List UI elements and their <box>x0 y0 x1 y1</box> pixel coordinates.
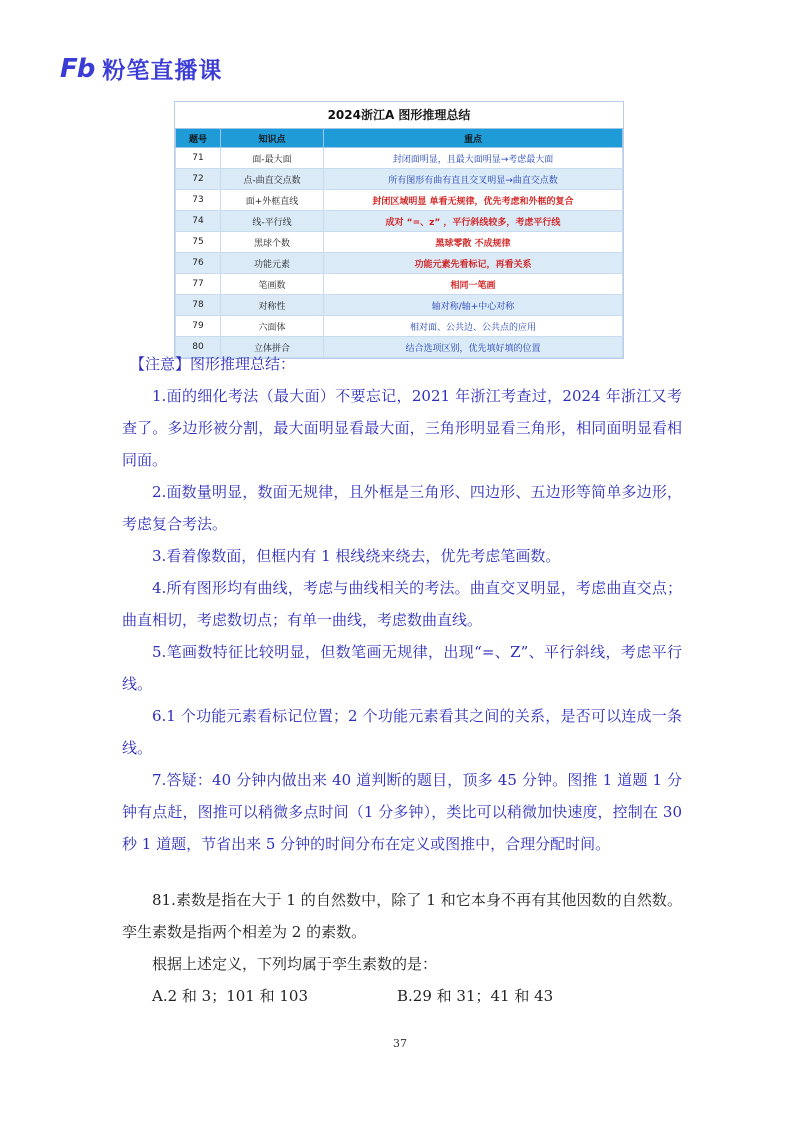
header-topic: 知识点 <box>221 129 324 148</box>
summary-table-image <box>174 101 624 359</box>
table-cell-key: 结合选项区别，优先填好填的位置 <box>324 337 623 358</box>
table-cell-topic: 黑球个数 <box>221 232 324 253</box>
table-title: 2024浙江A 图形推理总结 <box>327 108 471 122</box>
question-81 <box>122 884 682 1012</box>
table-cell-key: 成对 “=、z” ，平行斜线较多，考虑平行线 <box>324 211 623 232</box>
table-row <box>176 274 623 295</box>
table-cell-topic: 功能元素 <box>221 253 324 274</box>
note-section <box>122 348 682 860</box>
table-cell-key: 封闭面明显，且最大面明显→考虑最大面 <box>324 148 623 169</box>
question-options <box>122 980 682 1012</box>
table-cell-topic: 面+外框直线 <box>221 190 324 211</box>
question-prompt: 根据上述定义，下列均属于孪生素数的是： <box>152 955 438 973</box>
table-cell-key: 封闭区域明显 单看无规律，优先考虑和外框的复合 <box>324 190 623 211</box>
table-row <box>176 190 623 211</box>
brand-logo <box>60 52 222 85</box>
table-cell-num: 74 <box>176 211 221 232</box>
table-cell-key: 黑球零散 不成规律 <box>324 232 623 253</box>
table-cell-num: 77 <box>176 274 221 295</box>
header-num: 题号 <box>176 129 221 148</box>
table-cell-topic: 六面体 <box>221 316 324 337</box>
table-row <box>176 211 623 232</box>
option-b[interactable]: B.29 和 31；41 和 43 <box>397 987 554 1005</box>
table-row <box>176 232 623 253</box>
table-cell-topic: 面-最大面 <box>221 148 324 169</box>
table-cell-num: 79 <box>176 316 221 337</box>
page-number: 37 <box>393 1037 407 1050</box>
brand-name: 粉笔直播课 <box>102 58 223 84</box>
table-cell-key: 相对面、公共边、公共点的应用 <box>324 316 623 337</box>
note-item: 3.看着像数面，但框内有 1 根线绕来绕去，优先考虑笔画数。 <box>152 547 561 565</box>
table-row <box>176 295 623 316</box>
table-cell-key: 相同一笔画 <box>324 274 623 295</box>
note-item: 1.面的细化考法（最大面）不要忘记，2021 年浙江考查过，2024 年浙江又考查了。多边形被分割，最大面明显看最大面，三角形明显看三角形，相同面明显看相同面。 <box>122 387 682 469</box>
note-item: 7.答疑：40 分钟内做出来 40 道判断的题目，顶多 45 分钟。图推 1 道题 1 分钟有点赶，图推可以稍微多点时间（1 分多钟），类比可以稍微加快速度，控制在 30 秒 1 道题，节省出来 5 分钟的时间分布在定义或图推中，合理分配时间。 <box>122 771 682 853</box>
question-stem: 81.素数是指在大于 1 的自然数中，除了 1 和它本身不再有其他因数的自然数。孪生素数是指两个相差为 2 的素数。 <box>122 891 682 941</box>
table-row <box>176 169 623 190</box>
logo-mark: Fb <box>60 53 95 84</box>
table-cell-num: 80 <box>176 337 221 358</box>
table-cell-topic: 点-曲直交点数 <box>221 169 324 190</box>
table-cell-key: 所有图形有曲有直且交叉明显→曲直交点数 <box>324 169 623 190</box>
table-cell-topic: 线-平行线 <box>221 211 324 232</box>
option-a[interactable]: A.2 和 3；101 和 103 <box>152 987 309 1005</box>
table-cell-num: 75 <box>176 232 221 253</box>
summary-table <box>175 128 623 358</box>
table-cell-key: 功能元素先看标记，再看关系 <box>324 253 623 274</box>
table-cell-num: 72 <box>176 169 221 190</box>
table-cell-topic: 对称性 <box>221 295 324 316</box>
table-cell-topic: 笔画数 <box>221 274 324 295</box>
table-cell-key: 轴对称/轴+中心对称 <box>324 295 623 316</box>
table-row <box>176 148 623 169</box>
note-item: 6.1 个功能元素看标记位置；2 个功能元素看其之间的关系，是否可以连成一条线。 <box>122 707 682 757</box>
table-cell-num: 71 <box>176 148 221 169</box>
note-heading: 【注意】图形推理总结： <box>130 355 296 373</box>
note-item: 2.面数量明显，数面无规律，且外框是三角形、四边形、五边形等简单多边形，考虑复合考法。 <box>122 483 682 533</box>
note-item: 4.所有图形均有曲线，考虑与曲线相关的考法。曲直交叉明显，考虑曲直交点；曲直相切，考虑数切点；有单一曲线，考虑数曲直线。 <box>122 579 682 629</box>
table-cell-num: 78 <box>176 295 221 316</box>
header-key: 重点 <box>324 129 623 148</box>
table-row <box>176 316 623 337</box>
table-cell-num: 73 <box>176 190 221 211</box>
table-cell-num: 76 <box>176 253 221 274</box>
table-cell-topic: 立体拼合 <box>221 337 324 358</box>
note-item: 5.笔画数特征比较明显，但数笔画无规律，出现“=、Z”、平行斜线，考虑平行线。 <box>122 643 682 693</box>
table-row <box>176 253 623 274</box>
